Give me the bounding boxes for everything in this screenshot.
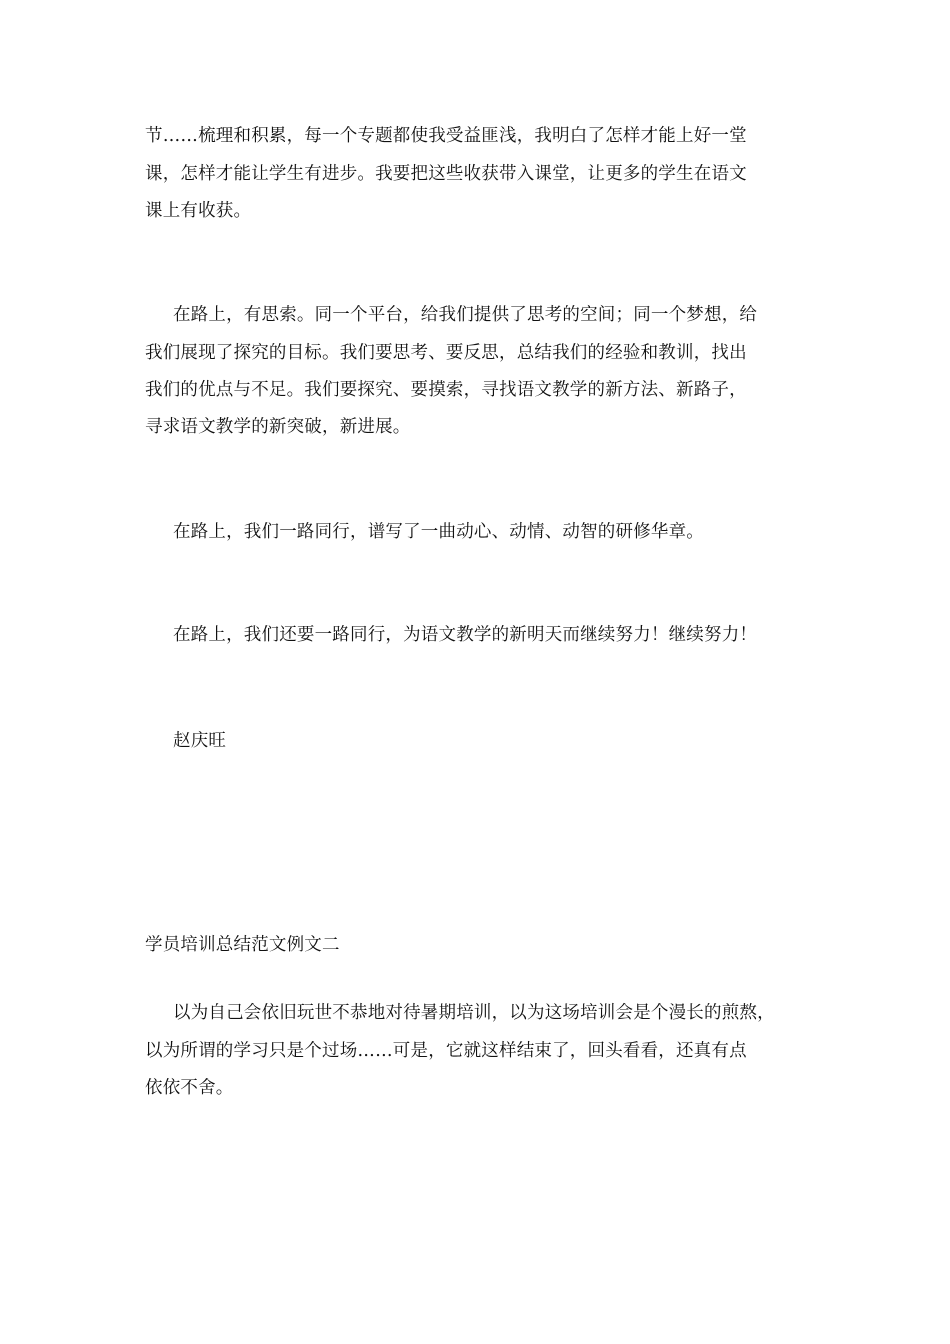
- text-line: 我们的优点与不足。我们要探究、要摸索，寻找语文教学的新方法、新路子，: [145, 380, 747, 400]
- text-line: 依依不舍。: [145, 1078, 234, 1098]
- text-line: 节……梳理和积累，每一个专题都使我受益匪浅，我明白了怎样才能上好一堂: [145, 126, 747, 146]
- author-signature: 赵庆旺: [173, 731, 227, 751]
- text-line: 我们展现了探究的目标。我们要思考、要反思，总结我们的经验和教训，找出: [145, 343, 747, 363]
- text-line: 在路上，有思索。同一个平台，给我们提供了思考的空间；同一个梦想，给: [173, 305, 758, 325]
- text-line: 以为自己会依旧玩世不恭地对待暑期培训，以为这场培训会是个漫长的煎熬，: [173, 1003, 775, 1023]
- text-line: 以为所谓的学习只是个过场……可是，它就这样结束了，回头看看，还真有点: [145, 1041, 747, 1061]
- text-line: 在路上，我们一路同行，谱写了一曲动心、动情、动智的研修华章。: [173, 522, 704, 542]
- text-line: 课上有收获。: [145, 201, 252, 221]
- section-title: 学员培训总结范文例文二: [145, 935, 340, 955]
- text-line: 寻求语文教学的新突破，新进展。: [145, 417, 411, 437]
- text-line: 课，怎样才能让学生有进步。我要把这些收获带入课堂，让更多的学生在语文: [145, 164, 747, 184]
- text-line: 在路上，我们还要一路同行，为语文教学的新明天而继续努力！继续努力！: [173, 625, 758, 645]
